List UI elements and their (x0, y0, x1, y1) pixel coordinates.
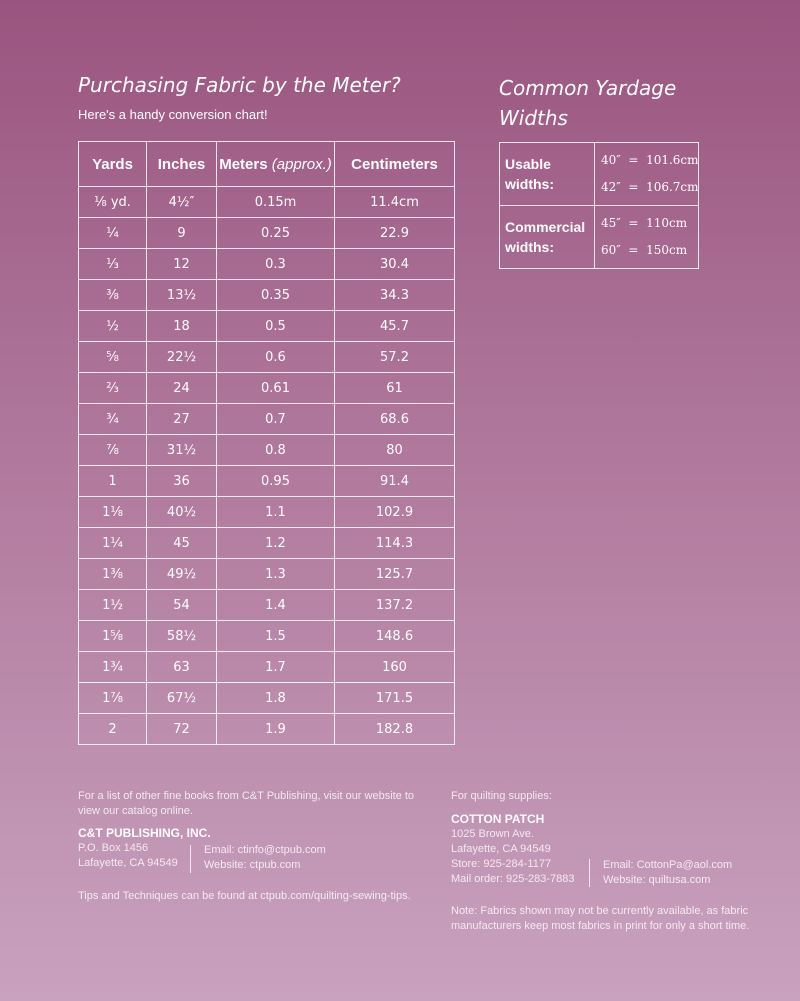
commercial-values (595, 206, 699, 269)
yards-cell: 2 (79, 714, 147, 745)
centimeters-cell: 148.6 (335, 621, 455, 652)
conversion-subtitle: Here's a handy conversion chart! (78, 107, 268, 122)
meters-cell: 0.15m (217, 187, 335, 218)
meters-cell: 0.5 (217, 311, 335, 342)
yards-cell: ⅓ (79, 249, 147, 280)
yards-cell: ½ (79, 311, 147, 342)
meters-cell: 0.7 (217, 404, 335, 435)
commercial-label: Commercial widths: (500, 206, 595, 269)
yards-cell: 1¼ (79, 528, 147, 559)
meters-cell: 1.8 (217, 683, 335, 714)
inches-cell: 13½ (147, 280, 217, 311)
inches-cell: 45 (147, 528, 217, 559)
widths-title: Common Yardage Widths (499, 76, 677, 130)
ct-city: Lafayette, CA 94549 (78, 857, 178, 869)
inches-cell: 31½ (147, 435, 217, 466)
yards-cell: 1⅜ (79, 559, 147, 590)
cp-city: Lafayette, CA 94549 (451, 843, 551, 855)
meters-cell: 0.25 (217, 218, 335, 249)
table-row (79, 528, 455, 559)
cp-contact-block (603, 858, 773, 888)
table-row (79, 652, 455, 683)
inches-cell: 9 (147, 218, 217, 249)
usable-value-42: 42″ = 106.7cm (601, 180, 699, 194)
header-yards: Yards (79, 142, 147, 187)
widths-table (499, 142, 699, 269)
table-row (79, 280, 455, 311)
ct-email[interactable]: Email: ctinfo@ctpub.com (204, 844, 326, 856)
header-meters (217, 142, 335, 187)
centimeters-cell: 171.5 (335, 683, 455, 714)
cp-mail-order-phone: Mail order: 925-283-7883 (451, 873, 575, 885)
table-row (79, 218, 455, 249)
meters-cell: 0.3 (217, 249, 335, 280)
table-row (79, 373, 455, 404)
availability-note: Note: Fabrics shown may not be currently available, as fabric manufacturers keep most fabrics in print for only a short time. (451, 905, 750, 932)
ct-website[interactable]: Website: ctpub.com (204, 859, 301, 871)
yards-cell: 1 (79, 466, 147, 497)
ct-contact-block (204, 843, 364, 873)
table-row (79, 435, 455, 466)
yards-cell: 1⅞ (79, 683, 147, 714)
inches-cell: 22½ (147, 342, 217, 373)
ct-divider (190, 845, 191, 873)
centimeters-cell: 114.3 (335, 528, 455, 559)
table-row (79, 497, 455, 528)
header-meters-label: Meters (219, 155, 268, 173)
conversion-title: Purchasing Fabric by the Meter? (78, 73, 401, 97)
meters-cell: 1.1 (217, 497, 335, 528)
conversion-header-row (79, 142, 455, 187)
usable-value-40: 40″ = 101.6cm (601, 153, 699, 167)
meters-cell: 1.3 (217, 559, 335, 590)
cp-website[interactable]: Website: quiltusa.com (603, 874, 711, 886)
yards-cell: ⅔ (79, 373, 147, 404)
supplies-note: For quilting supplies: (451, 790, 552, 802)
commercial-value-45: 45″ = 110cm (601, 216, 688, 230)
centimeters-cell: 137.2 (335, 590, 455, 621)
inches-cell: 18 (147, 311, 217, 342)
books-note: For a list of other fine books from C&T Publishing, visit our website to view our catalog online. (78, 790, 415, 817)
meters-cell: 0.6 (217, 342, 335, 373)
conversion-table (78, 141, 455, 745)
cp-store-phone: Store: 925-284-1177 (451, 858, 552, 870)
table-row (79, 187, 455, 218)
inches-cell: 72 (147, 714, 217, 745)
meters-cell: 0.95 (217, 466, 335, 497)
yards-cell: ¾ (79, 404, 147, 435)
header-inches: Inches (147, 142, 217, 187)
centimeters-cell: 45.7 (335, 311, 455, 342)
meters-cell: 1.4 (217, 590, 335, 621)
inches-cell: 63 (147, 652, 217, 683)
table-row (79, 621, 455, 652)
yards-cell: 1⅝ (79, 621, 147, 652)
meters-cell: 1.7 (217, 652, 335, 683)
centimeters-cell: 80 (335, 435, 455, 466)
tips-note: Tips and Techniques can be found at ctpub.com/quilting-sewing-tips. (78, 890, 411, 902)
inches-cell: 40½ (147, 497, 217, 528)
centimeters-cell: 22.9 (335, 218, 455, 249)
inches-cell: 24 (147, 373, 217, 404)
table-row (79, 559, 455, 590)
table-row (79, 590, 455, 621)
inches-cell: 58½ (147, 621, 217, 652)
cotton-patch-block (451, 812, 591, 887)
ct-name: C&T PUBLISHING, INC. (78, 826, 211, 840)
table-row (79, 714, 455, 745)
centimeters-cell: 68.6 (335, 404, 455, 435)
cp-street: 1025 Brown Ave. (451, 828, 534, 840)
header-centimeters: Centimeters (335, 142, 455, 187)
inches-cell: 27 (147, 404, 217, 435)
usable-values (595, 143, 699, 206)
centimeters-cell: 30.4 (335, 249, 455, 280)
table-row (79, 311, 455, 342)
inches-cell: 4½″ (147, 187, 217, 218)
inches-cell: 54 (147, 590, 217, 621)
table-row (79, 342, 455, 373)
meters-cell: 1.2 (217, 528, 335, 559)
centimeters-cell: 91.4 (335, 466, 455, 497)
meters-cell: 0.35 (217, 280, 335, 311)
centimeters-cell: 61 (335, 373, 455, 404)
yards-cell: 1¾ (79, 652, 147, 683)
centimeters-cell: 34.3 (335, 280, 455, 311)
table-row (79, 249, 455, 280)
meters-cell: 1.9 (217, 714, 335, 745)
centimeters-cell: 102.9 (335, 497, 455, 528)
centimeters-cell: 182.8 (335, 714, 455, 745)
yards-cell: ⅞ (79, 435, 147, 466)
meters-cell: 0.8 (217, 435, 335, 466)
cp-email[interactable]: Email: CottonPa@aol.com (603, 859, 733, 871)
inches-cell: 67½ (147, 683, 217, 714)
centimeters-cell: 160 (335, 652, 455, 683)
cp-divider (589, 859, 590, 887)
centimeters-cell: 11.4cm (335, 187, 455, 218)
yards-cell: 1⅛ (79, 497, 147, 528)
cp-name: COTTON PATCH (451, 812, 545, 826)
yards-cell: ⅛ yd. (79, 187, 147, 218)
meters-cell: 0.61 (217, 373, 335, 404)
centimeters-cell: 125.7 (335, 559, 455, 590)
yards-cell: ⅜ (79, 280, 147, 311)
table-row (79, 466, 455, 497)
header-meters-approx: (approx.) (271, 155, 332, 173)
table-row (79, 404, 455, 435)
inches-cell: 36 (147, 466, 217, 497)
ct-publisher-block (78, 826, 211, 871)
commercial-row (500, 206, 699, 269)
usable-label: Usable widths: (500, 143, 595, 206)
table-row (79, 683, 455, 714)
yards-cell: ⅝ (79, 342, 147, 373)
meters-cell: 1.5 (217, 621, 335, 652)
inches-cell: 12 (147, 249, 217, 280)
centimeters-cell: 57.2 (335, 342, 455, 373)
commercial-value-60: 60″ = 150cm (601, 243, 688, 257)
usable-row (500, 143, 699, 206)
yards-cell: ¼ (79, 218, 147, 249)
ct-po-box: P.O. Box 1456 (78, 842, 149, 854)
yards-cell: 1½ (79, 590, 147, 621)
inches-cell: 49½ (147, 559, 217, 590)
